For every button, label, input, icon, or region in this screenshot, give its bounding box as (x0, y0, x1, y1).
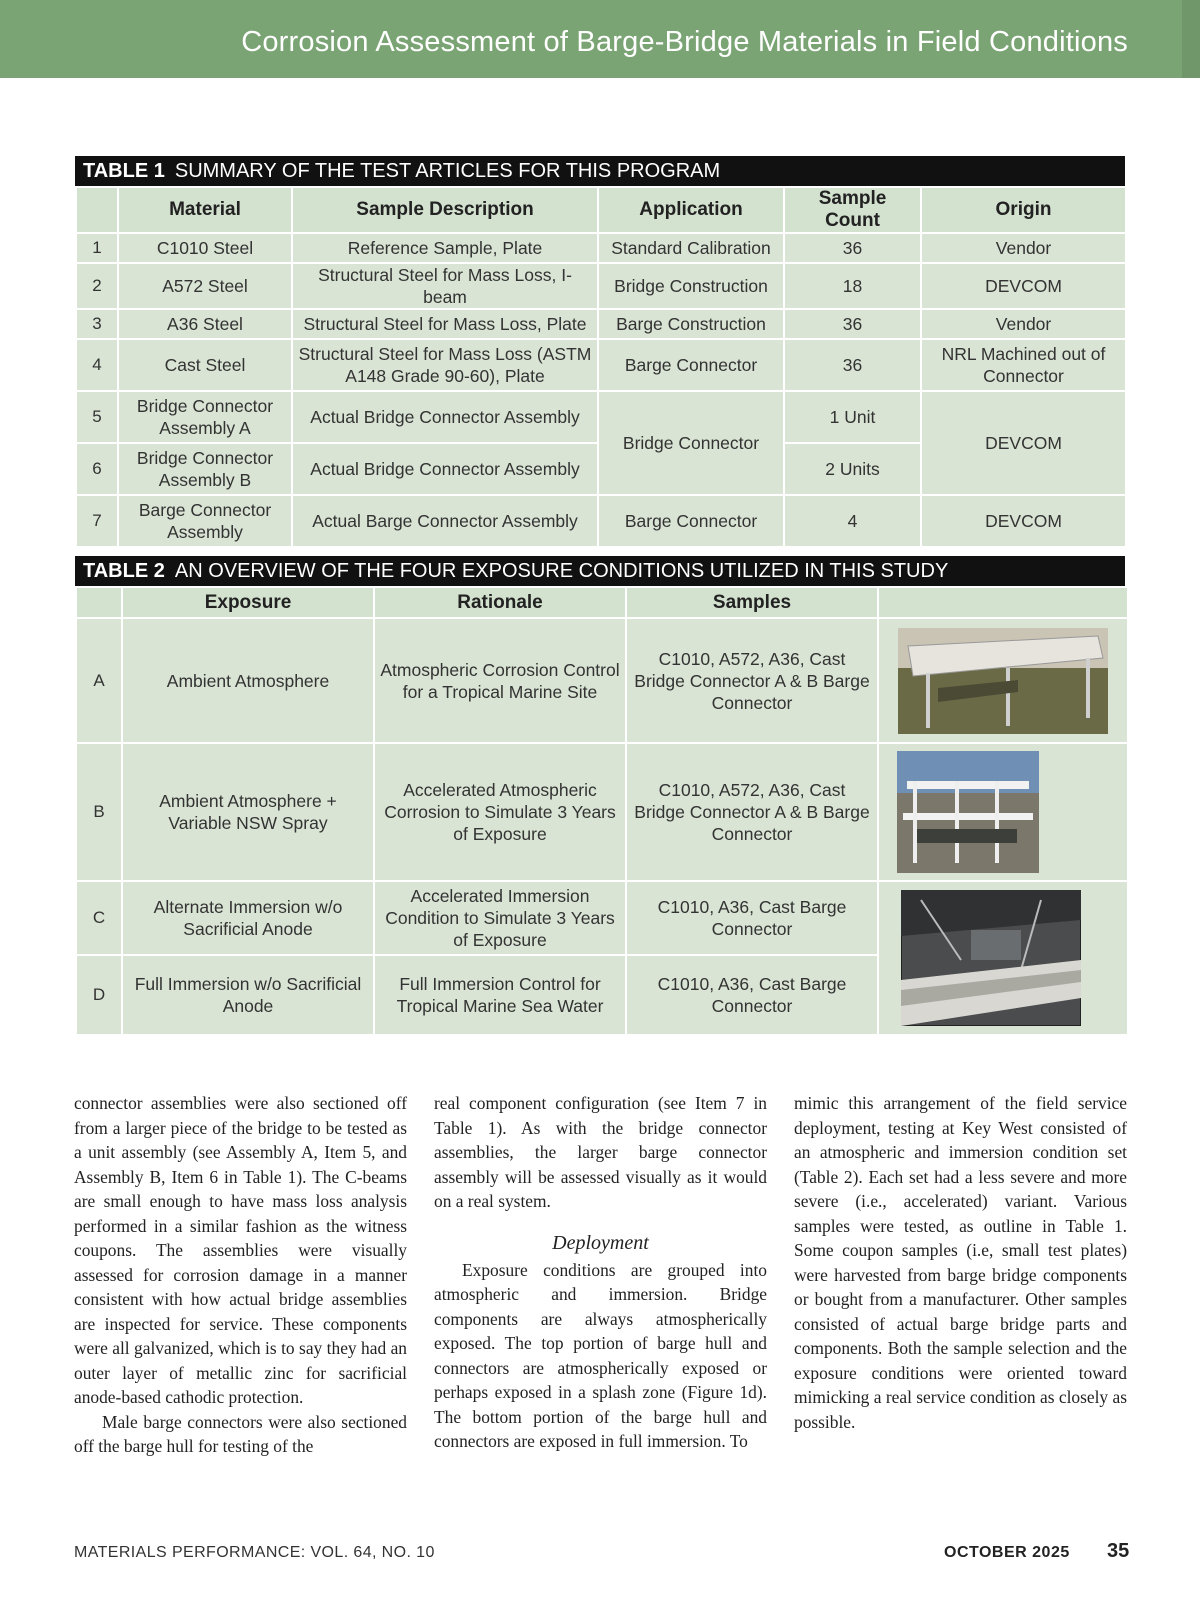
cell: NRL Machined out of Connector (921, 339, 1126, 391)
table1-col-header: Sample Description (292, 187, 598, 233)
photo-cell (878, 618, 1128, 743)
cell: Barge Connector Assembly (118, 495, 292, 547)
table-row (76, 339, 1126, 391)
page-number: 35 (1107, 1540, 1130, 1562)
cell: C1010, A572, A36, Cast Bridge Connector A & B Barge Connector (626, 743, 878, 881)
header-edge-strip (1182, 0, 1200, 78)
table2-col-header (878, 587, 1128, 618)
table1-label: TABLE 1 (83, 160, 165, 182)
cell: Structural Steel for Mass Loss, I-beam (292, 263, 598, 309)
cell: Accelerated Immersion Condition to Simulate 3 Years of Exposure (374, 881, 626, 955)
spray-rack-photo (897, 751, 1039, 873)
table1 (75, 186, 1127, 548)
cell: Actual Barge Connector Assembly (292, 495, 598, 547)
table-row (76, 391, 1126, 443)
cell: 18 (784, 263, 921, 309)
cell: C (76, 881, 122, 955)
cell: Reference Sample, Plate (292, 233, 598, 263)
cell: 36 (784, 309, 921, 339)
cell: A572 Steel (118, 263, 292, 309)
cell: D (76, 955, 122, 1035)
cell: B (76, 743, 122, 881)
body-column-2 (434, 1091, 767, 1454)
cell: 3 (76, 309, 118, 339)
cell: C1010 Steel (118, 233, 292, 263)
cell: Actual Bridge Connector Assembly (292, 391, 598, 443)
running-title: Corrosion Assessment of Barge-Bridge Materials in Field Conditions (241, 26, 1128, 58)
cell: Bridge Construction (598, 263, 784, 309)
cell: Barge Construction (598, 309, 784, 339)
cell: 4 (76, 339, 118, 391)
cell: Bridge Connector Assembly B (118, 443, 292, 495)
table-row (76, 263, 1126, 309)
cell: 1 Unit (784, 391, 921, 443)
cell: Barge Connector (598, 339, 784, 391)
table1-col-header (76, 187, 118, 233)
table2-header-row (76, 587, 1128, 618)
cell: 1 (76, 233, 118, 263)
paragraph: connector assemblies were also sectioned off from a larger piece of the bridge to be tested as a unit assembly (see Assembly A, Item 5, and Assembly B, Item 6 in Table 1). The C-beams are small enough to have mass loss analysis performed in a similar fashion as the witness coupons. The assemblies were visually assessed for corrosion damage in a manner consistent with how actual bridge assemblies are inspected for service. These components were all galvanized, which is to say they had an outer layer of metallic zinc for sacrificial anode-based cathodic protection. (74, 1093, 407, 1407)
table2-col-header: Exposure (122, 587, 374, 618)
table1-col-header: Application (598, 187, 784, 233)
table2-label: TABLE 2 (83, 560, 165, 582)
table-row (76, 618, 1128, 743)
cell: Full Immersion w/o Sacrificial Anode (122, 955, 374, 1035)
cell-merged: Bridge Connector (598, 391, 784, 495)
cell: Cast Steel (118, 339, 292, 391)
photo-cell (878, 743, 1128, 881)
table2-col-header (76, 587, 122, 618)
cell: 6 (76, 443, 118, 495)
cell: C1010, A36, Cast Barge Connector (626, 955, 878, 1035)
table1-col-header: Material (118, 187, 292, 233)
cell: Atmospheric Corrosion Control for a Tropical Marine Site (374, 618, 626, 743)
paragraph: real component configuration (see Item 7 in Table 1). As with the bridge connector assemblies, the larger barge connector assembly will be assessed visually as it would on a real system. (434, 1093, 767, 1211)
table1-col-header: Origin (921, 187, 1126, 233)
atmospheric-rack-photo (898, 628, 1108, 734)
cell: 5 (76, 391, 118, 443)
cell: Standard Calibration (598, 233, 784, 263)
immersion-tank-photo (901, 890, 1081, 1026)
page-header-band (0, 0, 1200, 78)
cell: 2 (76, 263, 118, 309)
cell: Vendor (921, 233, 1126, 263)
cell: Barge Connector (598, 495, 784, 547)
cell: Ambient Atmosphere (122, 618, 374, 743)
table2-caption (75, 556, 1125, 586)
table-row (76, 309, 1126, 339)
footer-date: OCTOBER 2025 (944, 1544, 1070, 1561)
cell: A (76, 618, 122, 743)
cell: 36 (784, 233, 921, 263)
cell: Actual Bridge Connector Assembly (292, 443, 598, 495)
body-column-3 (794, 1091, 1127, 1434)
table-row (76, 881, 1128, 955)
table1-caption (75, 156, 1125, 186)
table-row (76, 233, 1126, 263)
cell: A36 Steel (118, 309, 292, 339)
cell: 7 (76, 495, 118, 547)
cell: Ambient Atmosphere + Variable NSW Spray (122, 743, 374, 881)
table1-header-row (76, 187, 1126, 233)
paragraph: Exposure conditions are grouped into atmospheric and immersion. Bridge components are always atmospherically exposed. The top portion of barge hull and connectors are atmospherically exposed or perhaps exposed in a splash zone (Figure 1d). The bottom portion of the barge hull and connectors are exposed in full immersion. To (434, 1259, 767, 1451)
cell-merged: DEVCOM (921, 391, 1126, 495)
cell: DEVCOM (921, 495, 1126, 547)
table2 (75, 586, 1129, 1036)
table1-title: SUMMARY OF THE TEST ARTICLES FOR THIS PROGRAM (174, 160, 721, 182)
body-column-1 (74, 1091, 407, 1459)
section-heading: Deployment (552, 1231, 649, 1254)
table-row (76, 743, 1128, 881)
cell: Full Immersion Control for Tropical Marine Sea Water (374, 955, 626, 1035)
photo-cell (878, 881, 1128, 1035)
cell: DEVCOM (921, 263, 1126, 309)
footer-journal: MATERIALS PERFORMANCE: VOL. 64, NO. 10 (74, 1544, 435, 1561)
cell: Alternate Immersion w/o Sacrificial Anode (122, 881, 374, 955)
cell: Structural Steel for Mass Loss (ASTM A148 Grade 90-60), Plate (292, 339, 598, 391)
cell: Structural Steel for Mass Loss, Plate (292, 309, 598, 339)
table-row (76, 495, 1126, 547)
cell: Vendor (921, 309, 1126, 339)
cell: 2 Units (784, 443, 921, 495)
paragraph: Male barge connectors were also sectioned off the barge hull for testing of the (74, 1411, 407, 1456)
cell: 4 (784, 495, 921, 547)
cell: 36 (784, 339, 921, 391)
table2-col-header: Samples (626, 587, 878, 618)
cell: Accelerated Atmospheric Corrosion to Simulate 3 Years of Exposure (374, 743, 626, 881)
cell: Bridge Connector Assembly A (118, 391, 292, 443)
table2-col-header: Rationale (374, 587, 626, 618)
paragraph: mimic this arrangement of the field service deployment, testing at Key West consisted of an atmospheric and immersion condition set (Table 2). Each set had a less severe and more severe (i.e., accelerated) variant. Various samples were tested, as outline in Table 1. Some coupon samples (i.e, small test plates) were harvested from barge bridge components or bought from a manufacturer. Other samples consisted of actual barge bridge parts and components. Both the sample selection and the exposure conditions were oriented toward mimicking a real service condition as closely as possible. (794, 1093, 1127, 1432)
table1-col-header: Sample Count (784, 187, 921, 233)
cell: C1010, A36, Cast Barge Connector (626, 881, 878, 955)
cell: C1010, A572, A36, Cast Bridge Connector A & B Barge Connector (626, 618, 878, 743)
table2-title: AN OVERVIEW OF THE FOUR EXPOSURE CONDITIONS UTILIZED IN THIS STUDY (174, 560, 949, 582)
